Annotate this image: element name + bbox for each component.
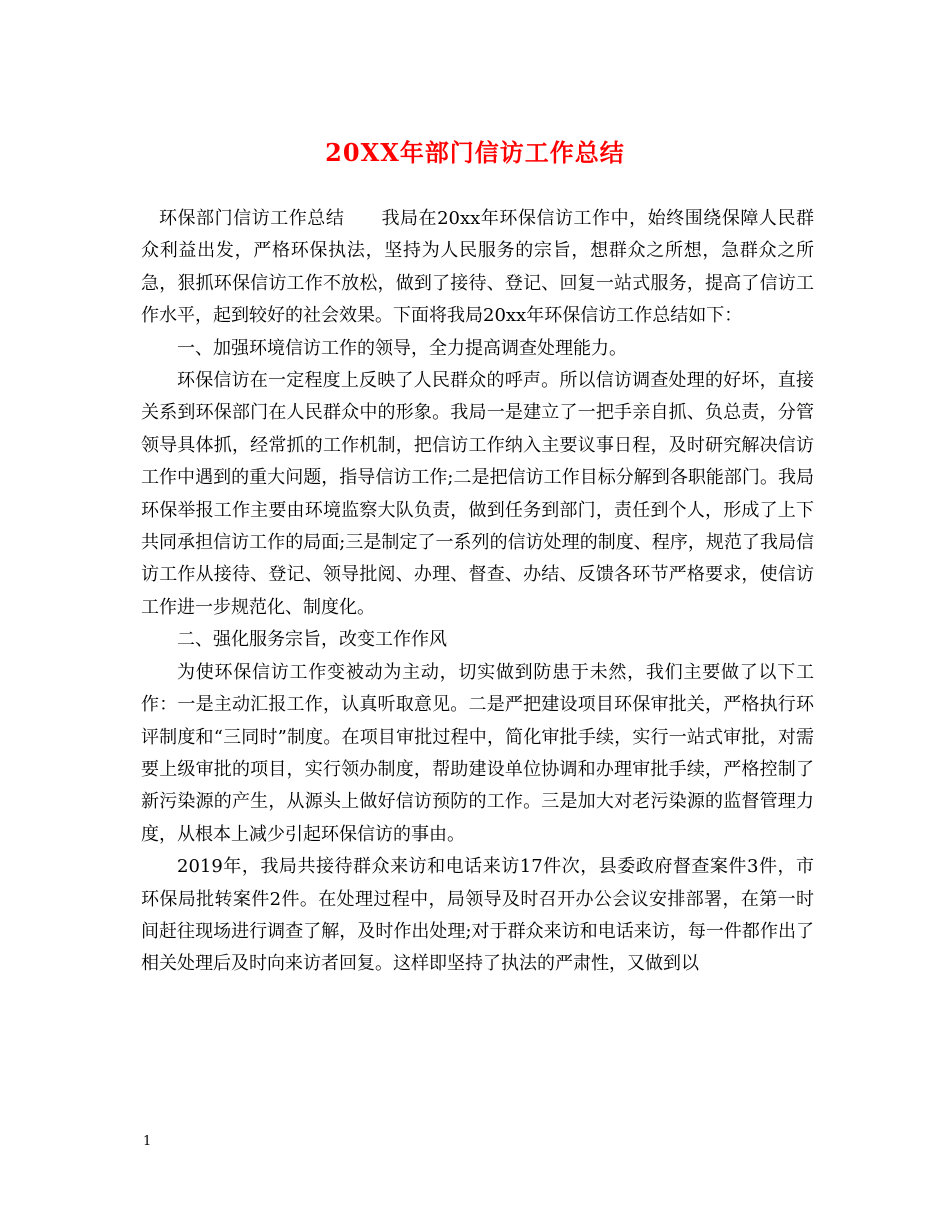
page-number: 1 [143,1134,152,1149]
section-heading-1: 一、加强环境信访工作的领导，全力提高调查处理能力。 [177,337,627,359]
section-1-paragraph: 环保信访在一定程度上反映了人民群众的呼声。所以信访调查处理的好坏，直接关系到环保部门在人民群众中的形象。我局一是建立了一把手亲自抓、负总责，分管领导具体抓，经常抓的工作机制，把信访工作纳入主要议事日程，及时研究解决信访工作中遇到的重大问题，指导信访工作;二是把信访工作目标分解到各职能部门。我局环保举报工作主要由环境监察大队负责，做到任务到部门，责任到个人，形成了上下共同承担信访工作的局面;三是制定了一系列的信访处理的制度、程序，规范了我局信访工作从接待、登记、领导批阅、办理、督查、办结、反馈各环节严格要求，使信访工作进一步规范化、制度化。 [141,370,814,618]
document-body [141,203,814,981]
document-title: 20XX年部门信访工作总结 [325,138,625,167]
section-heading-2: 二、强化服务宗旨，改变工作作风 [177,629,447,651]
statistics-paragraph: 2019年，我局共接待群众来访和电话来访17件次，县委政府督查案件3件，市环保局批转案件2件。在处理过程中，局领导及时召开办公会议安排部署，在第一时间赶往现场进行调查了解，及时作出处理;对于群众来访和电话来访，每一件都作出了相关处理后及时向来访者回复。这样即坚持了执法的严肃性，又做到以 [141,856,814,975]
section-2-paragraph: 为使环保信访工作变被动为主动，切实做到防患于未然，我们主要做了以下工作：一是主动汇报工作，认真听取意见。二是严把建设项目环保审批关，严格执行环评制度和“三同时”制度。在项目审批过程中，简化审批手续，实行一站式审批，对需要上级审批的项目，实行领办制度，帮助建设单位协调和办理审批手续，严格控制了新污染源的产生，从源头上做好信访预防的工作。三是加大对老污染源的监督管理力度，从根本上减少引起环保信访的事由。 [141,661,814,845]
intro-paragraph: 环保部门信访工作总结 我局在20xx年环保信访工作中，始终围绕保障人民群众利益出发，严格环保执法，坚持为人民服务的宗旨，想群众之所想，急群众之所急，狠抓环保信访工作不放松，做到了接待、登记、回复一站式服务，提高了信访工作水平，起到较好的社会效果。下面将我局20xx年环保信访工作总结如下： [141,208,814,327]
